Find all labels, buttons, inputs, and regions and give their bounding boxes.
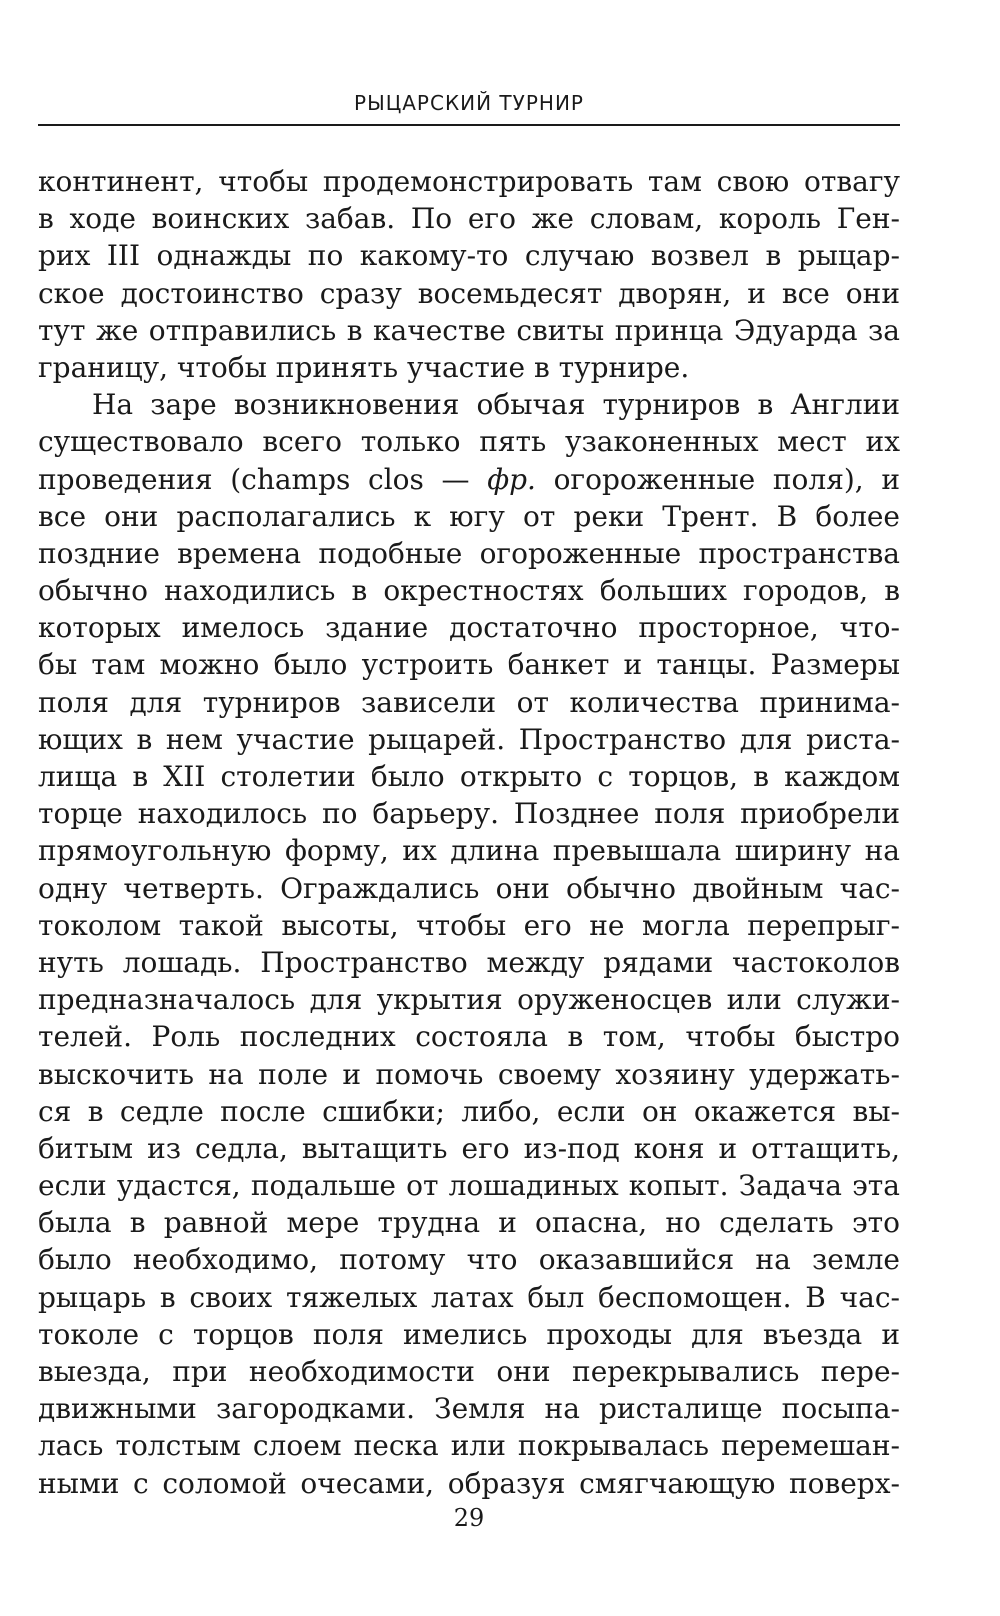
text-line: токоле с торцов поля имелись проходы для въезда и [38, 1317, 900, 1351]
text-line: в ходе воинских забав. По его же словам, король Ген- [38, 202, 900, 236]
text-line: ся в седле после сшибки; либо, если он окажется вы- [38, 1094, 900, 1128]
text-line: существовало всего только пять узаконенных мест их [38, 425, 900, 459]
text-line: тут же отправились в качестве свиты принца Эдуарда за [38, 313, 900, 347]
paragraph-end-line: границу, чтобы принять участие в турнире. [38, 350, 690, 384]
text-line: нуть лошадь. Пространство между рядами частоколов [38, 945, 900, 979]
text-line: токолом такой высоты, чтобы его не могла перепрыг- [38, 908, 900, 942]
paragraph-start-line: На заре возникновения обычая турниров в Англии [92, 388, 900, 422]
running-head: РЫЦАРСКИЙ ТУРНИР [354, 91, 584, 115]
text-line: лась толстым слоем песка или покрывалась перемешан- [38, 1429, 900, 1463]
text-line: поля для турниров зависели от количества принима- [38, 685, 900, 719]
text-line: ными с соломой очесами, образуя смягчающую поверх- [38, 1466, 900, 1500]
text-segment: огороженные поля), и [535, 462, 900, 496]
text-line: если удастся, подальше от лошадиных копыт. Задача эта [38, 1169, 900, 1203]
text-line: континент, чтобы продемонстрировать там свою отвагу [38, 165, 900, 198]
text-line: телей. Роль последних состояла в том, чтобы быстро [38, 1020, 900, 1054]
page-number: 29 [453, 1504, 485, 1532]
text-line: выскочить на поле и помочь своему хозяину удержать- [38, 1057, 900, 1091]
text-line-with-italic [38, 461, 900, 498]
text-line: была в равной мере трудна и опасна, но сделать это [38, 1206, 900, 1240]
body-text [38, 163, 900, 1502]
text-line: которых имелось здание достаточно просторное, что- [38, 611, 900, 645]
text-line: рыцарь в своих тяжелых латах был беспомощен. В час- [38, 1280, 900, 1314]
text-line: прямоугольную форму, их длина превышала ширину на [38, 834, 900, 868]
text-line: одну четверть. Ограждались они обычно двойным час- [38, 871, 900, 905]
text-line: торце находилось по барьеру. Позднее поля приобрели [38, 797, 900, 831]
text-line: поздние времена подобные огороженные пространства [38, 536, 900, 570]
italic-abbreviation: фр. [487, 462, 536, 496]
text-line: было необходимо, потому что оказавшийся на земле [38, 1243, 900, 1277]
text-line: битым из седла, вытащить его из-под коня и оттащить, [38, 1131, 900, 1165]
text-line: рих III однажды по какому-то случаю возвел в рыцар- [38, 239, 900, 273]
text-line: выезда, при необходимости они перекрывались пере- [38, 1355, 900, 1388]
header-rule [38, 124, 900, 126]
text-line: все они располагались к югу от реки Трент. В более [38, 499, 900, 533]
text-line: движными загородками. Земля на ристалище посыпа- [38, 1392, 900, 1426]
text-line: ское достоинство сразу восемьдесят дворян, и все они [38, 276, 900, 310]
text-line: бы там можно было устроить банкет и танцы. Размеры [38, 648, 900, 682]
text-line: предназначалось для укрытия оруженосцев или служи- [38, 983, 900, 1017]
text-line: лища в XII столетии было открыто с торцов, в каждом [38, 760, 900, 793]
text-line: обычно находились в окрестностях больших городов, в [38, 574, 900, 608]
text-segment: проведения (champs clos — [38, 462, 488, 496]
text-line: ющих в нем участие рыцарей. Пространство для риста- [38, 722, 900, 756]
